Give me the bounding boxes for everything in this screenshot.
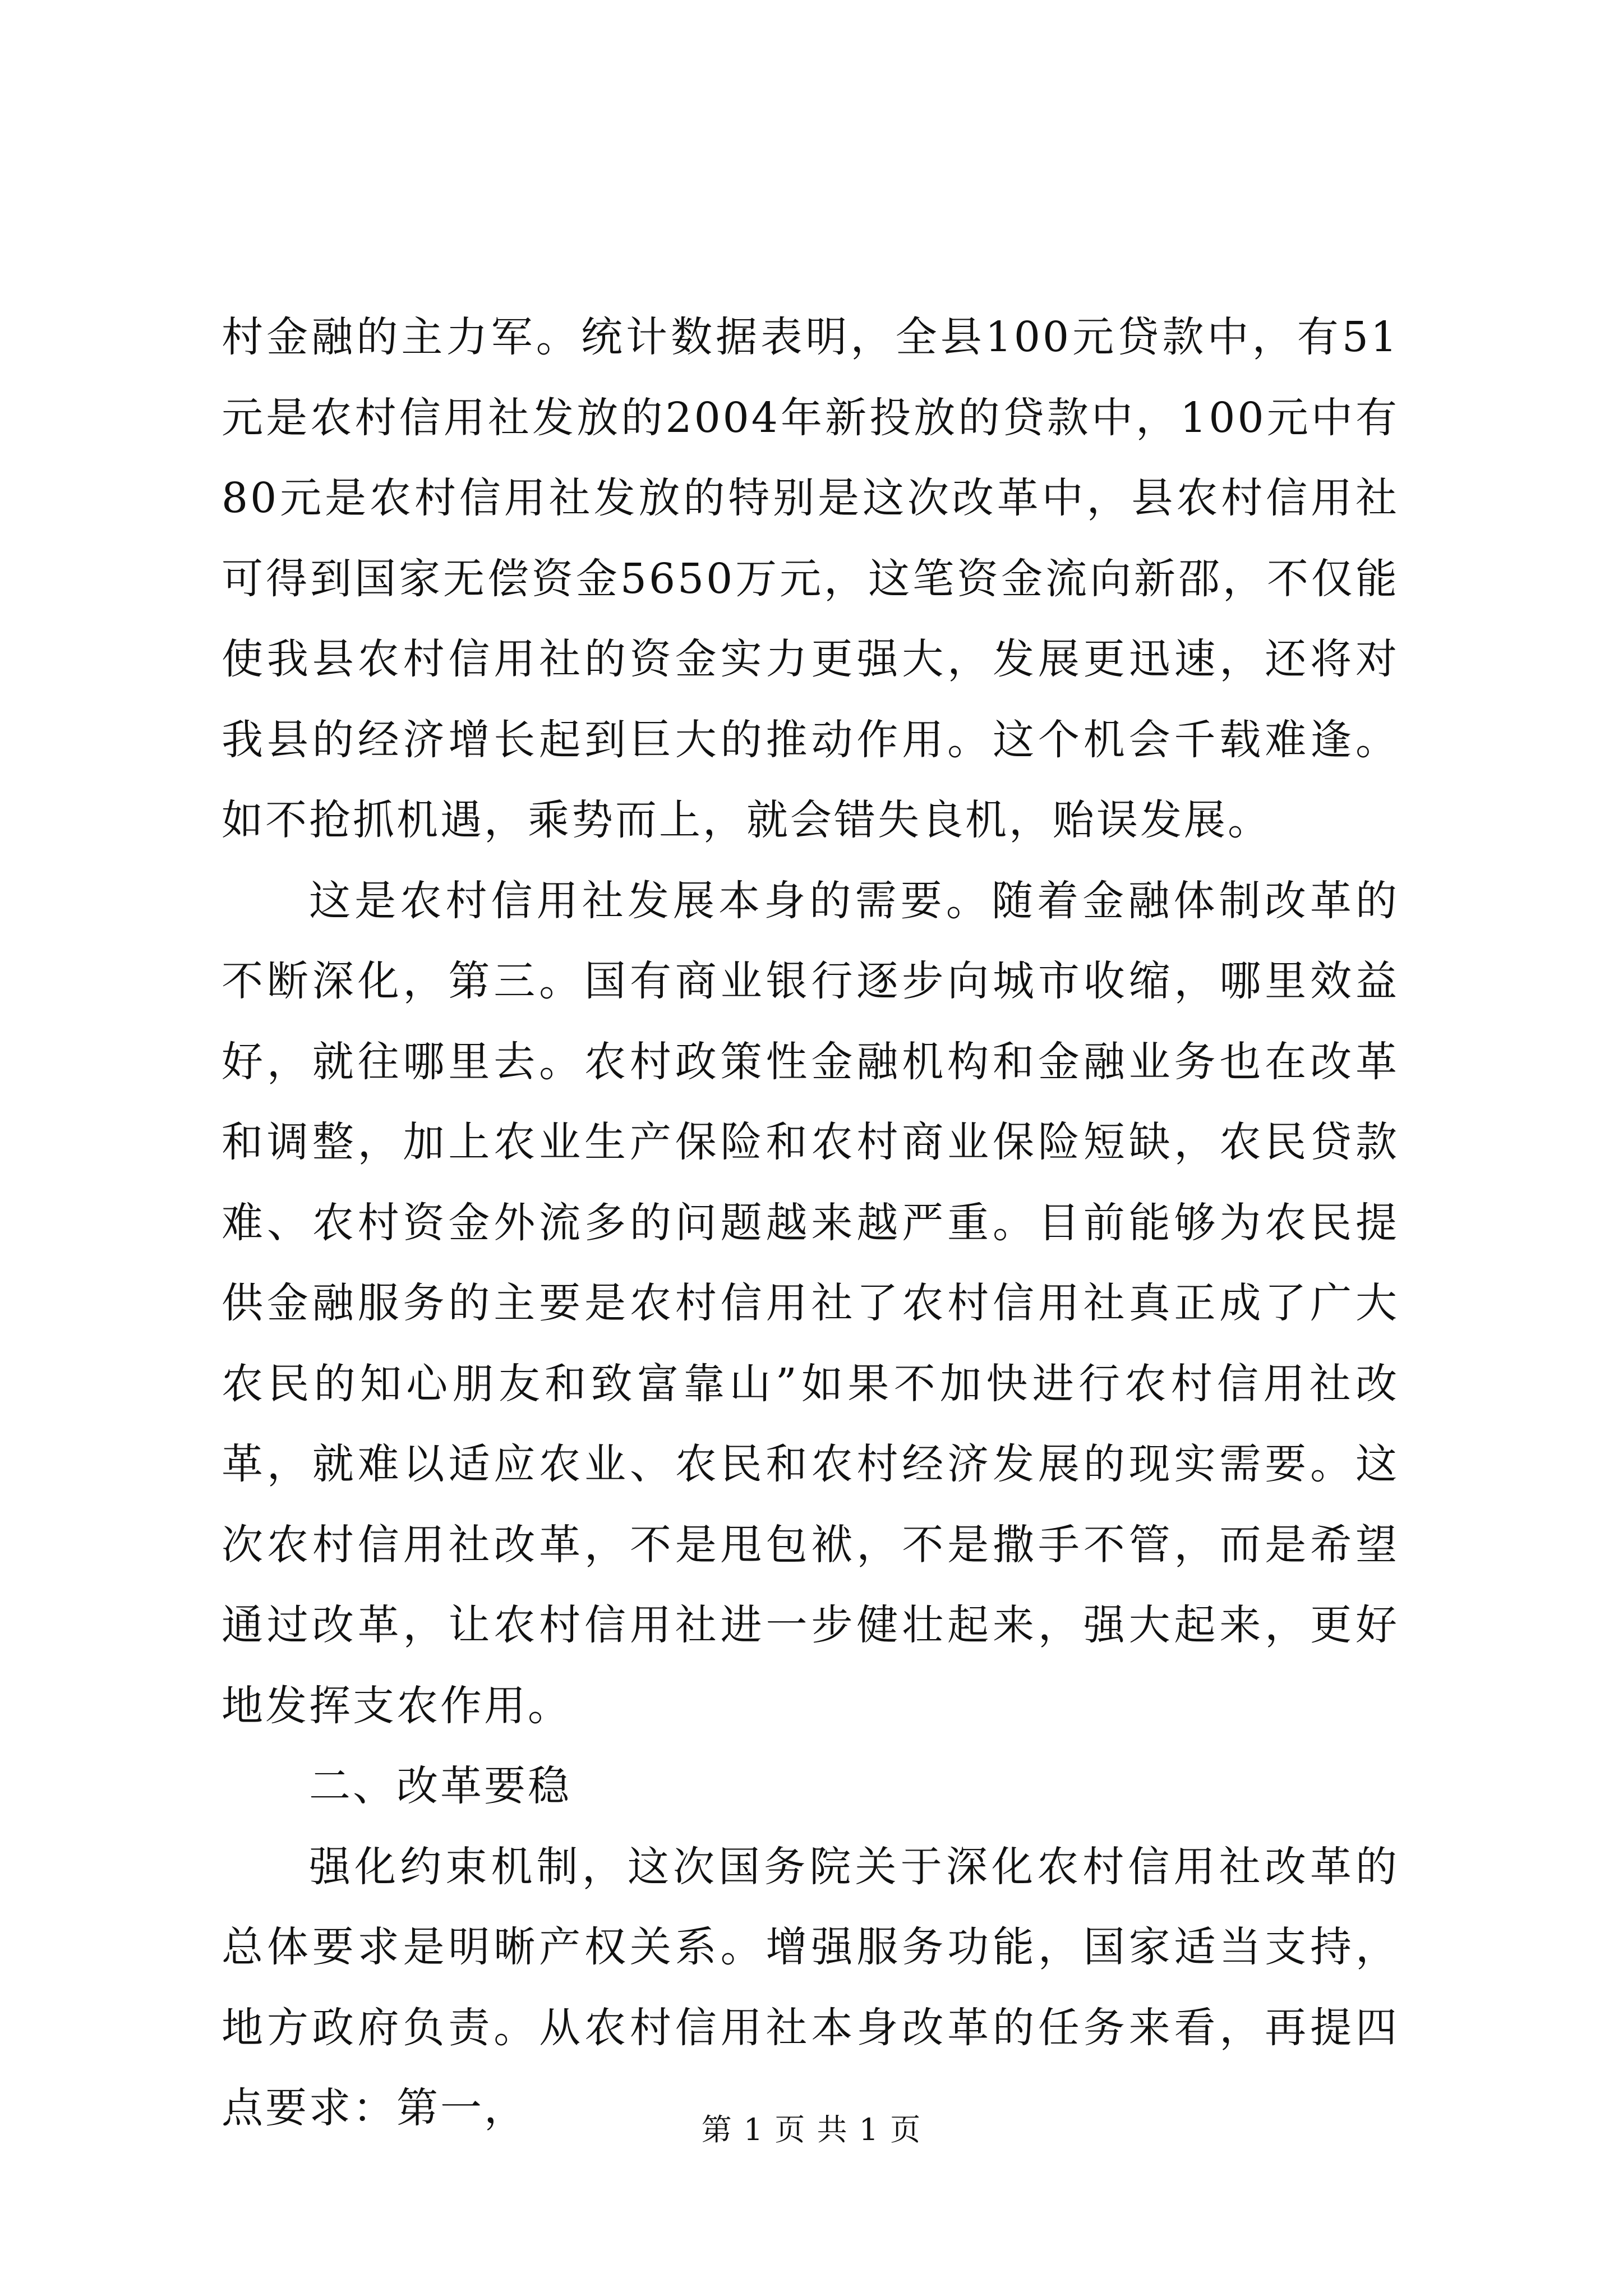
paragraph-rural-finance: 村金融的主力军。统计数据表明，全县100元贷款中，有51元是农村信用社发放的2004年新投放的贷款中，100元中有80元是农村信用社发放的特别是这次改革中，县农村信用社可得到国家无偿资金5650万元，这笔资金流向新邵，不仅能使我县农村信用社的资金实力更强大，发展更迅速，还将对我县的经济增长起到巨大的推动作用。这个机会千载难逢。如不抢抓机遇，乘势而上，就会错失良机，贻误发展。 bbox=[222, 313, 1399, 844]
paragraph-development-need: 这是农村信用社发展本身的需要。随着金融体制改革的不断深化，第三。国有商业银行逐步向城市收缩，哪里效益好，就往哪里去。农村政策性金融机构和金融业务也在改革和调整，加上农业生产保险和农村商业保险短缺，农民贷款难、农村资金外流多的问题越来越严重。目前能够为农民提供金融服务的主要是农村信用社了农村信用社真正成了广大农民的知心朋友和致富靠山”如果不加快进行农村信用社改革，就难以适应农业、农民和农村经济发展的现实需要。这次农村信用社改革，不是甩包袱，不是撒手不管，而是希望通过改革，让农村信用社进一步健壮起来，强大起来，更好地发挥支农作用。 bbox=[222, 876, 1399, 1730]
page-number-footer: 第 1 页 共 1 页 bbox=[701, 2112, 922, 2147]
paragraph-reform-requirements: 强化约束机制，这次国务院关于深化农村信用社改革的总体要求是明晰产权关系。增强服务功能，国家适当支持，地方政府负责。从农村信用社本身改革的任务来看，再提四点要求：第一， bbox=[222, 1842, 1399, 2132]
document-body bbox=[222, 297, 1399, 2149]
section-heading-reform-stable: 二、改革要稳 bbox=[309, 1762, 571, 1810]
